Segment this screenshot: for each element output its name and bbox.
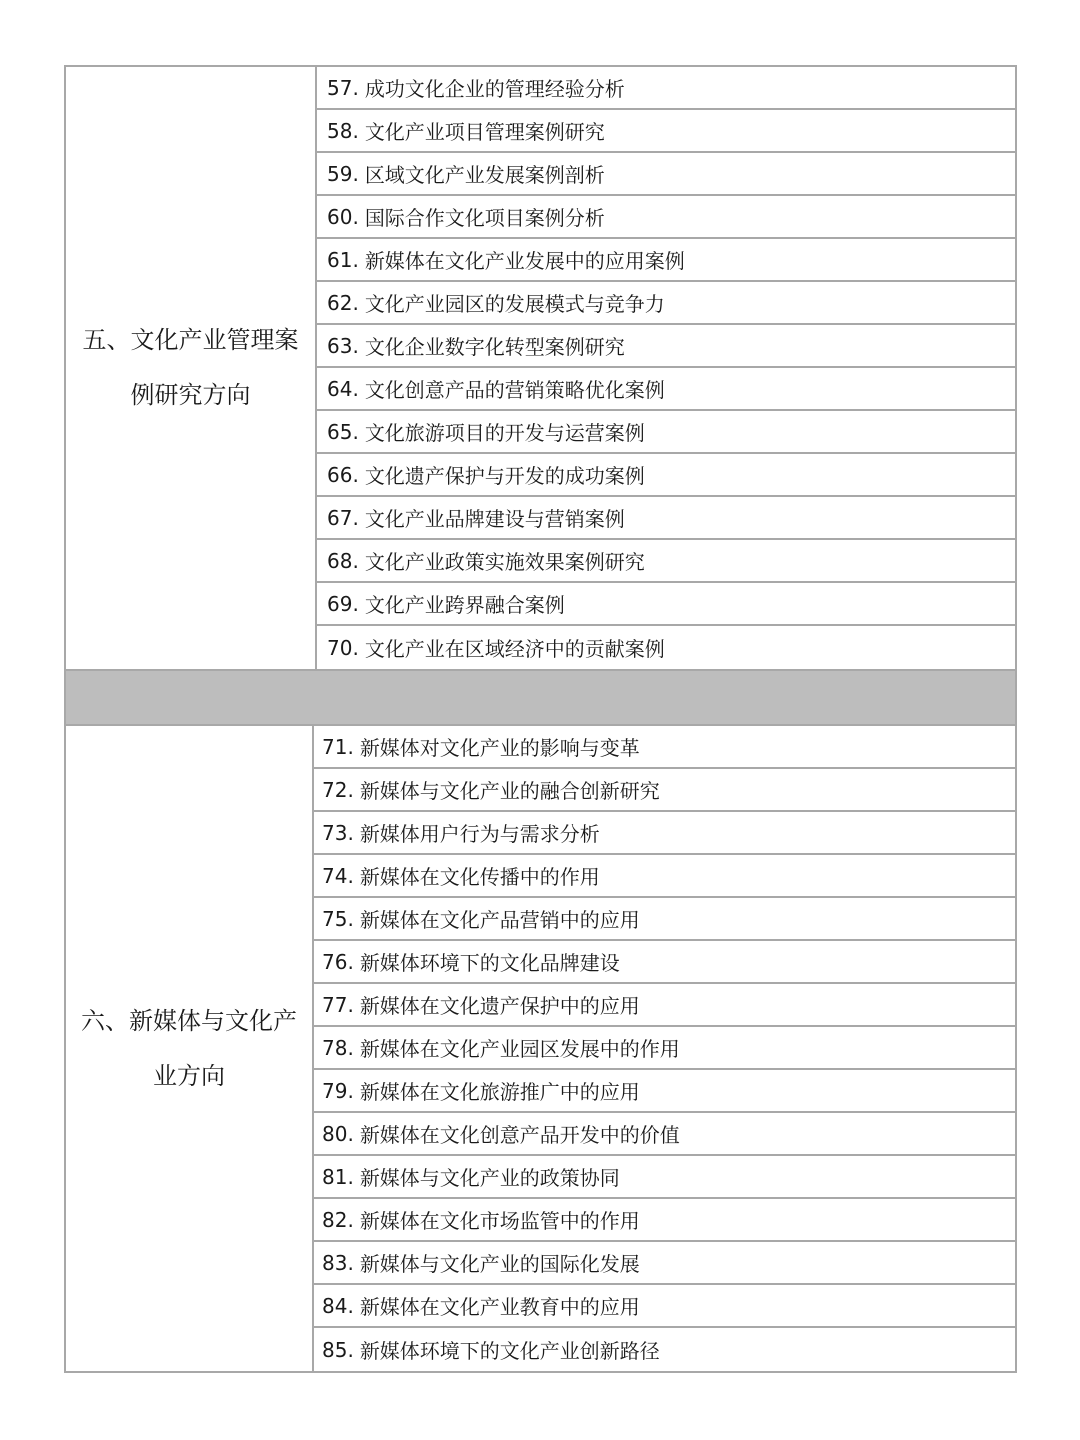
table-row [317, 325, 1015, 368]
table-row [317, 67, 1015, 110]
topic-text: 新媒体在文化传播中的作用 [359, 865, 600, 889]
topic-number: 68. [327, 548, 359, 573]
table-row [314, 1070, 1015, 1113]
topic-number: 70. [327, 635, 359, 660]
topic-number: 79. [322, 1078, 354, 1103]
topic-number: 71. [322, 734, 354, 759]
topic-text: 文化产业园区的发展模式与竞争力 [364, 292, 665, 316]
topic-number: 60. [327, 204, 359, 229]
section-cultural-industry-management-cases [66, 67, 1015, 669]
topic-number: 69. [327, 591, 359, 616]
table-row [317, 411, 1015, 454]
topic-text: 新媒体与文化产业的融合创新研究 [359, 779, 660, 803]
table-row [317, 110, 1015, 153]
topic-text: 新媒体对文化产业的影响与变革 [359, 736, 640, 760]
section-title-line2: 例研究方向 [130, 381, 251, 409]
table-row [314, 984, 1015, 1027]
topic-text: 文化产业在区域经济中的贡献案例 [364, 637, 665, 661]
topic-number: 74. [322, 863, 354, 888]
table-row [314, 1113, 1015, 1156]
topic-number: 84. [322, 1293, 354, 1318]
topic-text: 文化创意产品的营销策略优化案例 [364, 378, 665, 402]
topic-text: 新媒体在文化产业园区发展中的作用 [359, 1037, 680, 1061]
topic-number: 73. [322, 820, 354, 845]
topic-text: 文化企业数字化转型案例研究 [364, 335, 625, 359]
topic-text: 国际合作文化项目案例分析 [364, 206, 605, 230]
table-row [314, 1156, 1015, 1199]
topic-text: 新媒体在文化产品营销中的应用 [359, 908, 640, 932]
topic-text: 区域文化产业发展案例剖析 [364, 163, 605, 187]
section-title-line1: 六、新媒体与文化产 [81, 1006, 297, 1035]
topic-text: 文化产业品牌建设与营销案例 [364, 507, 625, 531]
section-title-line1: 五、文化产业管理案 [82, 326, 299, 354]
topic-text: 文化遗产保护与开发的成功案例 [364, 464, 645, 488]
table-row [314, 1242, 1015, 1285]
topic-text: 文化旅游项目的开发与运营案例 [364, 421, 645, 445]
table-row [314, 1199, 1015, 1242]
topic-text: 成功文化企业的管理经验分析 [364, 77, 625, 101]
topic-number: 66. [327, 462, 359, 487]
table-row [317, 454, 1015, 497]
topic-number: 59. [327, 161, 359, 186]
topic-list [317, 67, 1015, 669]
topic-number: 83. [322, 1250, 354, 1275]
topic-number: 67. [327, 505, 359, 530]
topic-text: 新媒体与文化产业的政策协同 [359, 1166, 620, 1190]
topic-text: 文化产业政策实施效果案例研究 [364, 550, 645, 574]
table-row [314, 855, 1015, 898]
topic-number: 78. [322, 1035, 354, 1060]
topic-number: 61. [327, 247, 359, 272]
topic-number: 77. [322, 992, 354, 1017]
topic-number: 65. [327, 419, 359, 444]
table-row [317, 583, 1015, 626]
topics-table [64, 65, 1017, 1373]
table-row [317, 368, 1015, 411]
topic-text: 新媒体在文化创意产品开发中的价值 [359, 1123, 680, 1147]
topic-text: 文化产业项目管理案例研究 [364, 120, 605, 144]
topic-text: 新媒体在文化产业发展中的应用案例 [364, 249, 685, 273]
section-divider [66, 669, 1015, 726]
topic-list [314, 726, 1015, 1371]
table-row [314, 898, 1015, 941]
topic-text: 新媒体在文化旅游推广中的应用 [359, 1080, 640, 1104]
table-row [314, 726, 1015, 769]
table-row [314, 1285, 1015, 1328]
topic-number: 80. [322, 1121, 354, 1146]
topic-text: 新媒体用户行为与需求分析 [359, 822, 600, 846]
topic-text: 新媒体与文化产业的国际化发展 [359, 1252, 640, 1276]
topic-text: 新媒体环境下的文化品牌建设 [359, 951, 620, 975]
section-title [66, 726, 314, 1371]
table-row [317, 282, 1015, 325]
section-new-media-and-cultural-industry [66, 726, 1015, 1371]
table-row [317, 540, 1015, 583]
topic-number: 57. [327, 75, 359, 100]
topic-number: 85. [322, 1337, 354, 1362]
table-row [314, 1328, 1015, 1371]
table-row [314, 812, 1015, 855]
section-title [66, 67, 317, 669]
topic-number: 72. [322, 777, 354, 802]
section-title-line2: 业方向 [153, 1061, 225, 1090]
topic-text: 新媒体在文化产业教育中的应用 [359, 1295, 640, 1319]
topic-text: 文化产业跨界融合案例 [364, 593, 565, 617]
table-row [317, 239, 1015, 282]
topic-number: 64. [327, 376, 359, 401]
table-row [317, 497, 1015, 540]
topic-number: 81. [322, 1164, 354, 1189]
table-row [317, 626, 1015, 669]
topic-number: 75. [322, 906, 354, 931]
topic-number: 82. [322, 1207, 354, 1232]
topic-number: 76. [322, 949, 354, 974]
table-row [314, 769, 1015, 812]
table-row [317, 153, 1015, 196]
table-row [314, 1027, 1015, 1070]
table-row [317, 196, 1015, 239]
topic-number: 62. [327, 290, 359, 315]
topic-number: 63. [327, 333, 359, 358]
topic-text: 新媒体环境下的文化产业创新路径 [359, 1339, 660, 1363]
topic-text: 新媒体在文化遗产保护中的应用 [359, 994, 640, 1018]
topic-number: 58. [327, 118, 359, 143]
topic-text: 新媒体在文化市场监管中的作用 [359, 1209, 640, 1233]
table-row [314, 941, 1015, 984]
